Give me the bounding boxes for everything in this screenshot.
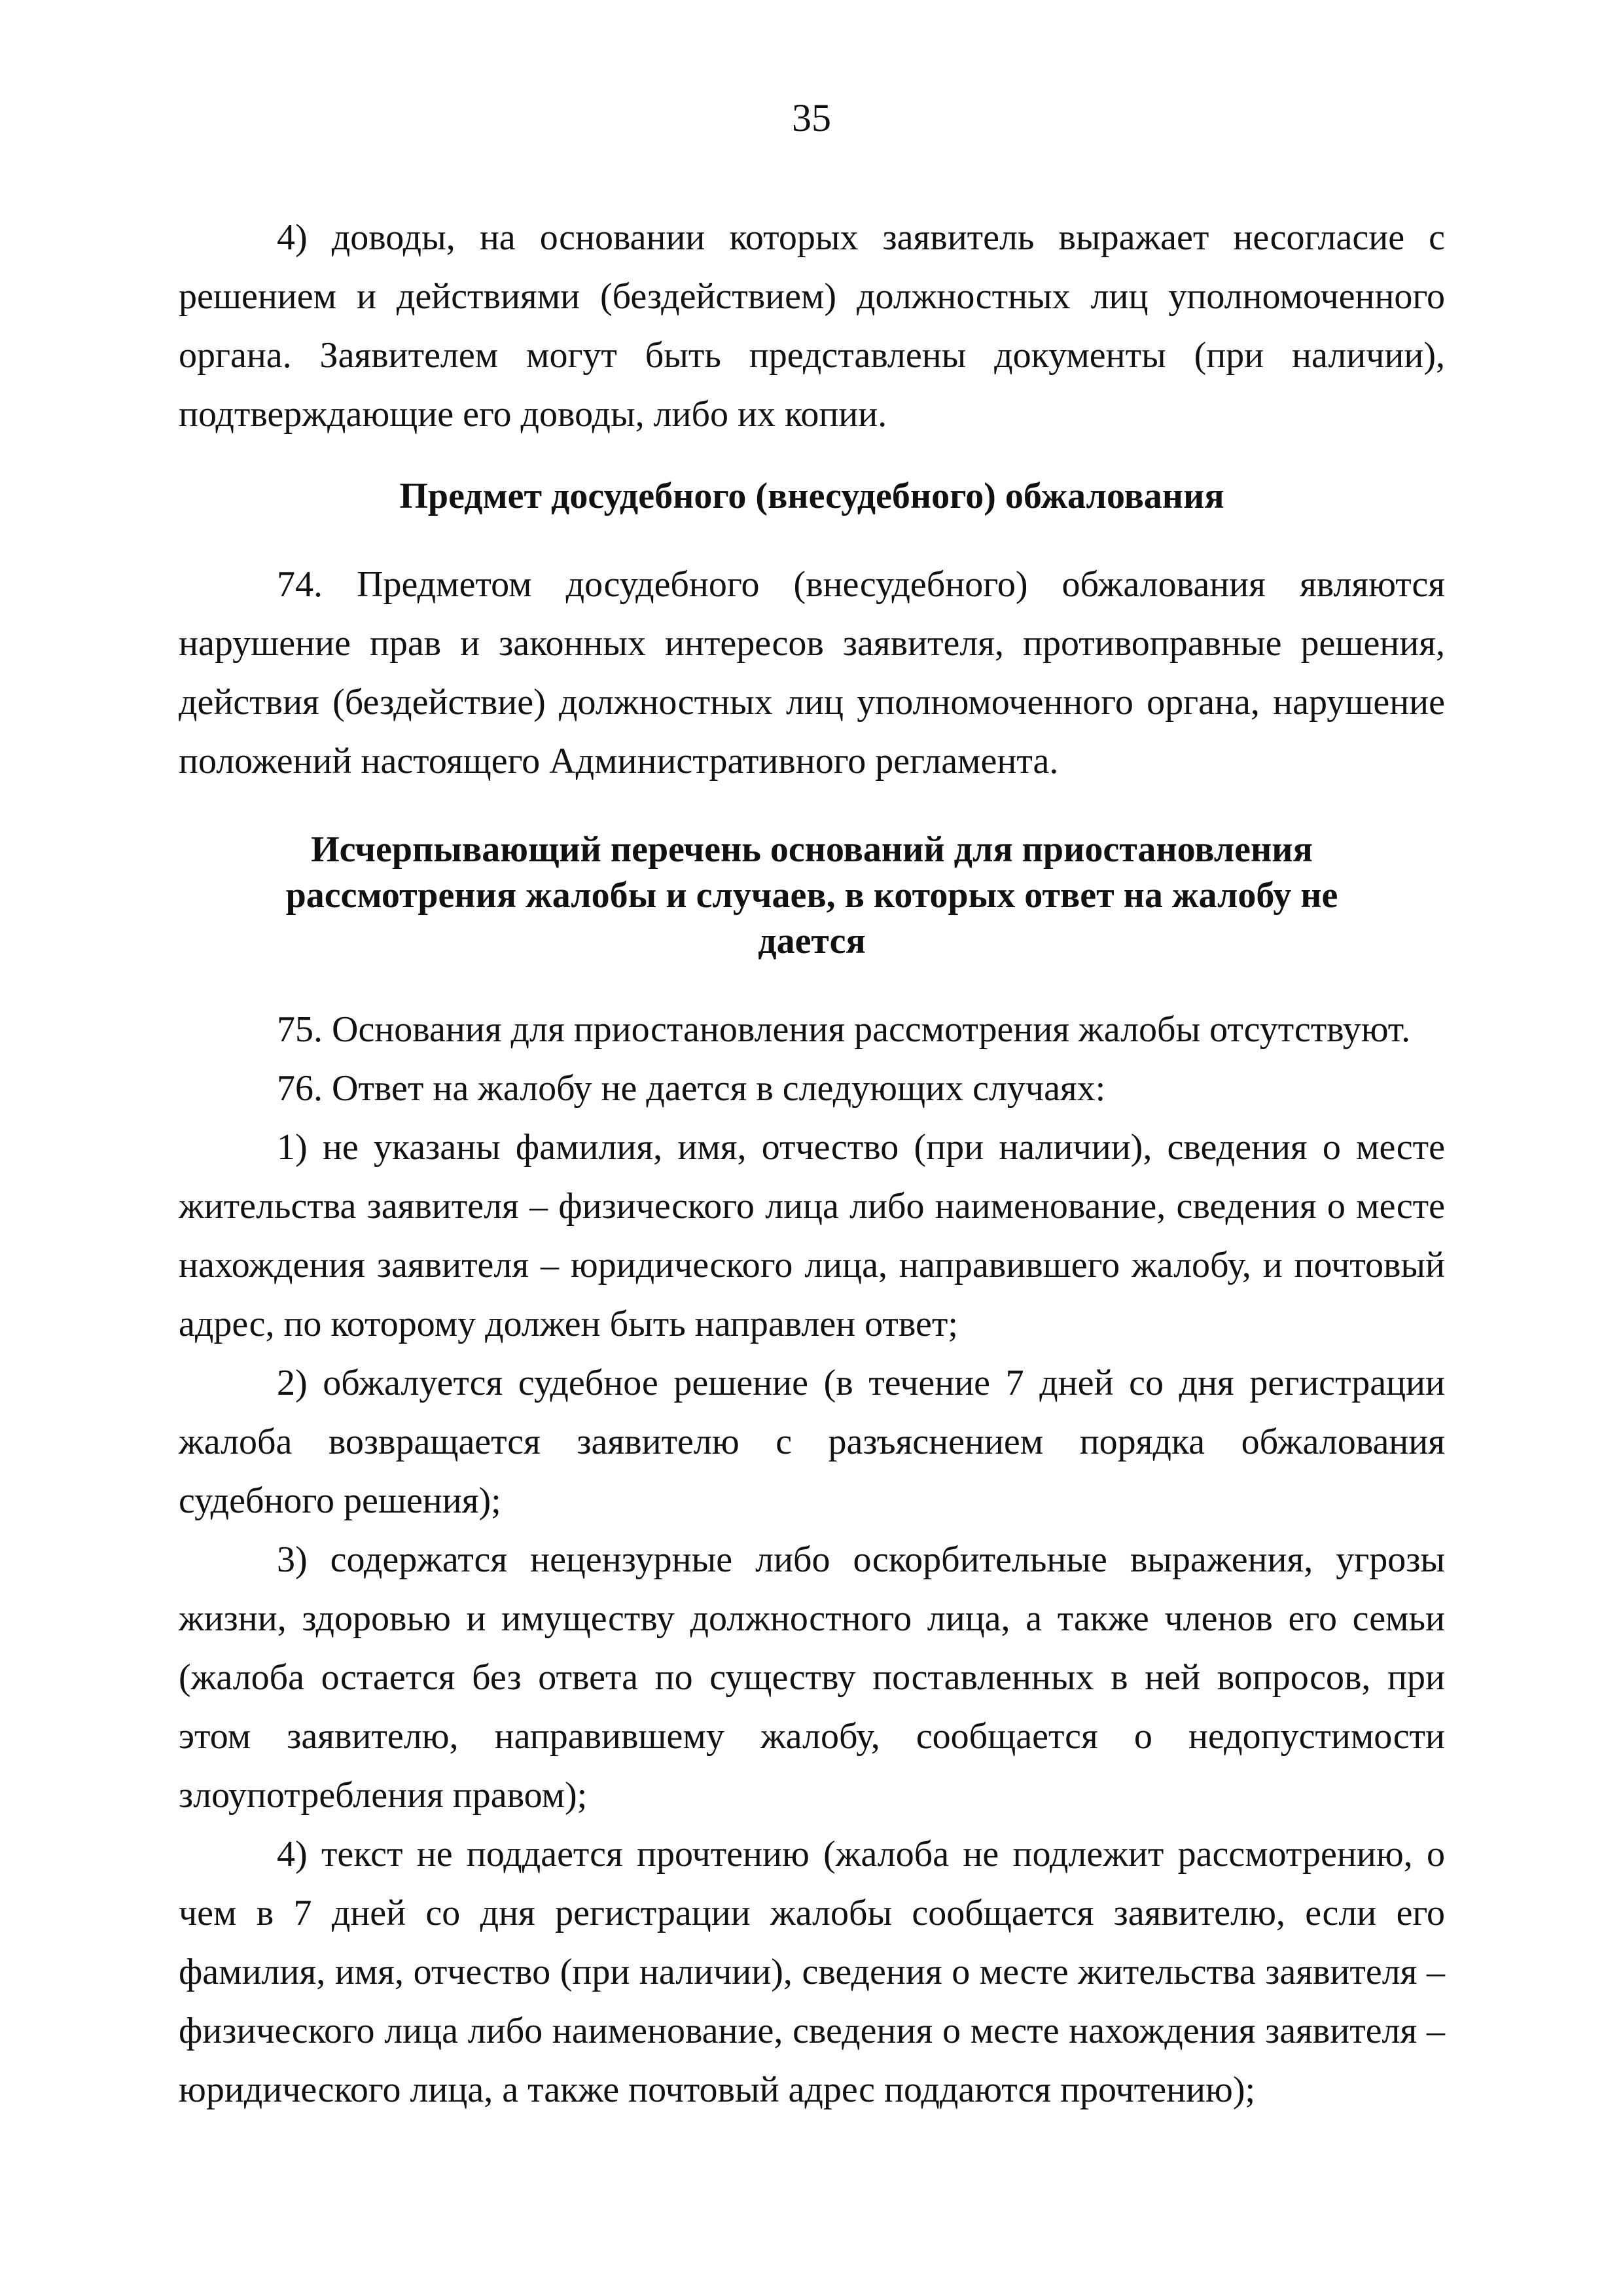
paragraph-76-item-2: 2) обжалуется судебное решение (в течение 7 дней со дня регистрации жалоба возвращается заявителю с разъяснением порядка обжалования судебного решения); <box>179 1363 1445 1521</box>
page-number: 35 <box>792 96 831 139</box>
paragraph-item-4-arguments: 4) доводы, на основании которых заявитель выражает несогласие с решением и действиями (бездействием) должностных лиц уполномоченного органа. Заявителем могут быть представлены документы (при наличии), подтверждающие его доводы, либо их копии. <box>179 217 1445 435</box>
document-body <box>179 208 1445 2119</box>
heading-subject-of-appeal: Предмет досудебного (внесудебного) обжалования <box>399 476 1224 516</box>
paragraph-76-item-3: 3) содержатся нецензурные либо оскорбительные выражения, угрозы жизни, здоровью и имуществу должностного лица, а также членов его семьи (жалоба остается без ответа по существу поставленных в ней вопросов, при этом заявителю, направившему жалобу, сообщается о недопустимости злоупотребления правом); <box>179 1539 1445 1816</box>
heading-grounds-list: Исчерпывающий перечень оснований для приостановления рассмотрения жалобы и случаев, в которых ответ на жалобу не дается <box>285 829 1338 961</box>
paragraph-76-item-4: 4) текст не поддается прочтению (жалоба не подлежит рассмотрению, о чем в 7 дней со дня регистрации жалобы сообщается заявителю, если его фамилия, имя, отчество (при наличии), сведения о месте жительства заявителя – физического лица либо наименование, сведения о месте нахождения заявителя – юридического лица, а также почтовый адрес поддаются прочтению); <box>179 1834 1445 2110</box>
paragraph-76-item-1: 1) не указаны фамилия, имя, отчество (при наличии), сведения о месте жительства заявителя – физического лица либо наименование, сведения о месте нахождения заявителя – юридического лица, направившего жалобу, и почтовый адрес, по которому должен быть направлен ответ; <box>179 1127 1445 1344</box>
paragraph-74: 74. Предметом досудебного (внесудебного) обжалования являются нарушение прав и законных интересов заявителя, противоправные решения, действия (бездействие) должностных лиц уполномоченного органа, нарушение положений настоящего Административного регламента. <box>179 564 1445 781</box>
paragraph-75: 75. Основания для приостановления рассмотрения жалобы отсутствуют. <box>277 1009 1411 1050</box>
paragraph-76: 76. Ответ на жалобу не дается в следующих случаях: <box>277 1068 1106 1109</box>
